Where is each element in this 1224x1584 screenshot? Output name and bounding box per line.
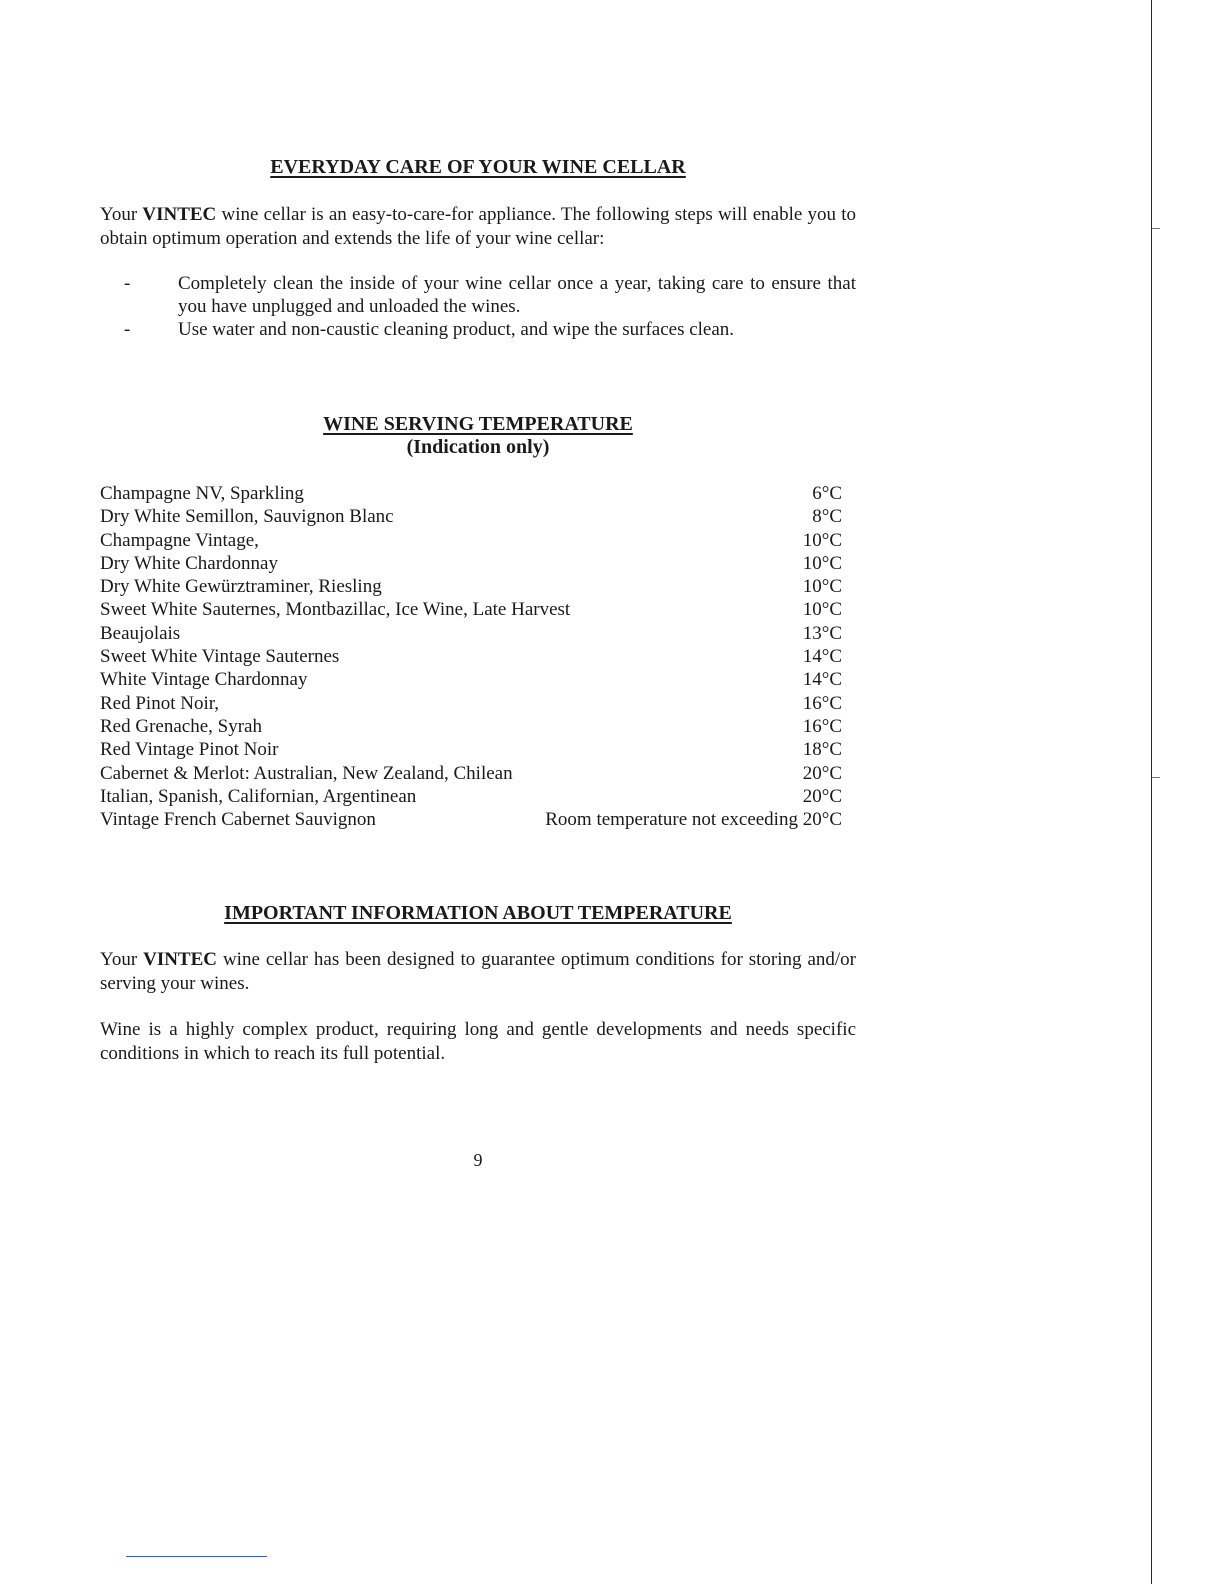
temperature-value: 16°C bbox=[802, 715, 842, 737]
temperature-value: 10°C bbox=[802, 576, 842, 598]
brand-name: VINTEC bbox=[142, 204, 217, 225]
wine-name: Champagne NV, Sparkling bbox=[100, 483, 304, 504]
wine-name: White Vintage Chardonnay bbox=[100, 669, 308, 691]
page-edge-rule bbox=[1151, 0, 1152, 1584]
temperature-row bbox=[100, 668, 842, 691]
temperature-value: 10°C bbox=[802, 529, 842, 551]
care-step-item bbox=[100, 272, 856, 318]
temperature-value: 10°C bbox=[802, 552, 842, 574]
temperature-info-paragraph-2: Wine is a highly complex product, requiring long and gentle developments and needs specific conditions in which to reach its full potential. bbox=[100, 1019, 856, 1064]
wine-name: Sweet White Vintage Sauternes bbox=[100, 646, 340, 668]
wine-name: Red Grenache, Syrah bbox=[100, 715, 262, 737]
temperature-value: 14°C bbox=[802, 669, 842, 691]
wine-name: Beaujolais bbox=[100, 622, 181, 644]
para-prefix: Your bbox=[100, 949, 144, 970]
serving-temperature-heading: WINE SERVING TEMPERATURE bbox=[323, 413, 633, 435]
care-step-text: Completely clean the inside of your wine cellar once a year, taking care to ensure that you have unplugged and unloaded the wines. bbox=[178, 273, 856, 317]
edge-tick-mark bbox=[1152, 228, 1160, 229]
temperature-value: Room temperature not exceeding 20°C bbox=[545, 809, 842, 831]
temperature-row bbox=[100, 715, 842, 738]
care-step-item bbox=[100, 318, 856, 341]
temperature-row bbox=[100, 738, 842, 761]
wine-name: Dry White Gewürztraminer, Riesling bbox=[100, 576, 382, 598]
serving-temperature-table bbox=[100, 482, 842, 831]
temperature-info-paragraph-1 bbox=[100, 948, 856, 996]
intro-suffix: wine cellar is an easy-to-care-for appliance. The following steps will enable you to obtain optimum operation and extends the life of your wine cellar: bbox=[100, 204, 856, 249]
page-number: 9 bbox=[473, 1150, 483, 1170]
temperature-row bbox=[100, 529, 842, 552]
brand-name: VINTEC bbox=[143, 949, 217, 970]
temperature-row bbox=[100, 482, 842, 505]
wine-name: Red Pinot Noir, bbox=[100, 692, 220, 714]
temperature-row bbox=[100, 598, 842, 621]
footnote-separator bbox=[126, 1556, 267, 1557]
para-suffix: wine cellar has been designed to guarantee optimum conditions for storing and/or serving your wines. bbox=[100, 949, 856, 994]
temperature-row bbox=[100, 692, 842, 715]
temperature-value: 20°C bbox=[802, 762, 842, 784]
wine-name: Sweet White Sauternes, Montbazillac, Ice Wine, Late Harvest bbox=[100, 599, 571, 621]
bullet-dash: - bbox=[124, 319, 131, 340]
wine-name: Dry White Semillon, Sauvignon Blanc bbox=[100, 506, 394, 528]
temperature-value: 14°C bbox=[802, 646, 842, 668]
temperature-row bbox=[100, 645, 842, 668]
temperature-row bbox=[100, 575, 842, 598]
everyday-care-intro bbox=[100, 203, 856, 251]
temperature-value: 20°C bbox=[802, 785, 842, 807]
everyday-care-heading: EVERYDAY CARE OF YOUR WINE CELLAR bbox=[270, 156, 686, 178]
temperature-value: 13°C bbox=[802, 622, 842, 644]
temperature-value: 6°C bbox=[812, 483, 842, 504]
wine-name: Vintage French Cabernet Sauvignon bbox=[100, 809, 376, 831]
wine-name: Dry White Chardonnay bbox=[100, 552, 278, 574]
temperature-row bbox=[100, 808, 842, 831]
care-steps-list bbox=[100, 272, 856, 341]
temperature-info-heading: IMPORTANT INFORMATION ABOUT TEMPERATURE bbox=[224, 902, 732, 924]
temperature-row bbox=[100, 762, 842, 785]
care-step-text: Use water and non-caustic cleaning product, and wipe the surfaces clean. bbox=[178, 319, 735, 340]
temperature-value: 10°C bbox=[802, 599, 842, 621]
intro-prefix: Your bbox=[100, 204, 143, 225]
temperature-value: 8°C bbox=[812, 506, 842, 528]
temperature-row bbox=[100, 622, 842, 645]
wine-name: Cabernet & Merlot: Australian, New Zealand, Chilean bbox=[100, 762, 513, 784]
temperature-value: 16°C bbox=[802, 692, 842, 714]
serving-temperature-subtitle: (Indication only) bbox=[406, 436, 550, 458]
temperature-value: 18°C bbox=[802, 739, 842, 761]
bullet-dash: - bbox=[124, 273, 131, 294]
edge-tick-mark bbox=[1152, 777, 1160, 778]
temperature-row bbox=[100, 785, 842, 808]
wine-name: Champagne Vintage, bbox=[100, 529, 259, 551]
temperature-row bbox=[100, 505, 842, 528]
wine-name: Red Vintage Pinot Noir bbox=[100, 739, 279, 761]
temperature-row bbox=[100, 552, 842, 575]
wine-name: Italian, Spanish, Californian, Argentinean bbox=[100, 785, 417, 807]
